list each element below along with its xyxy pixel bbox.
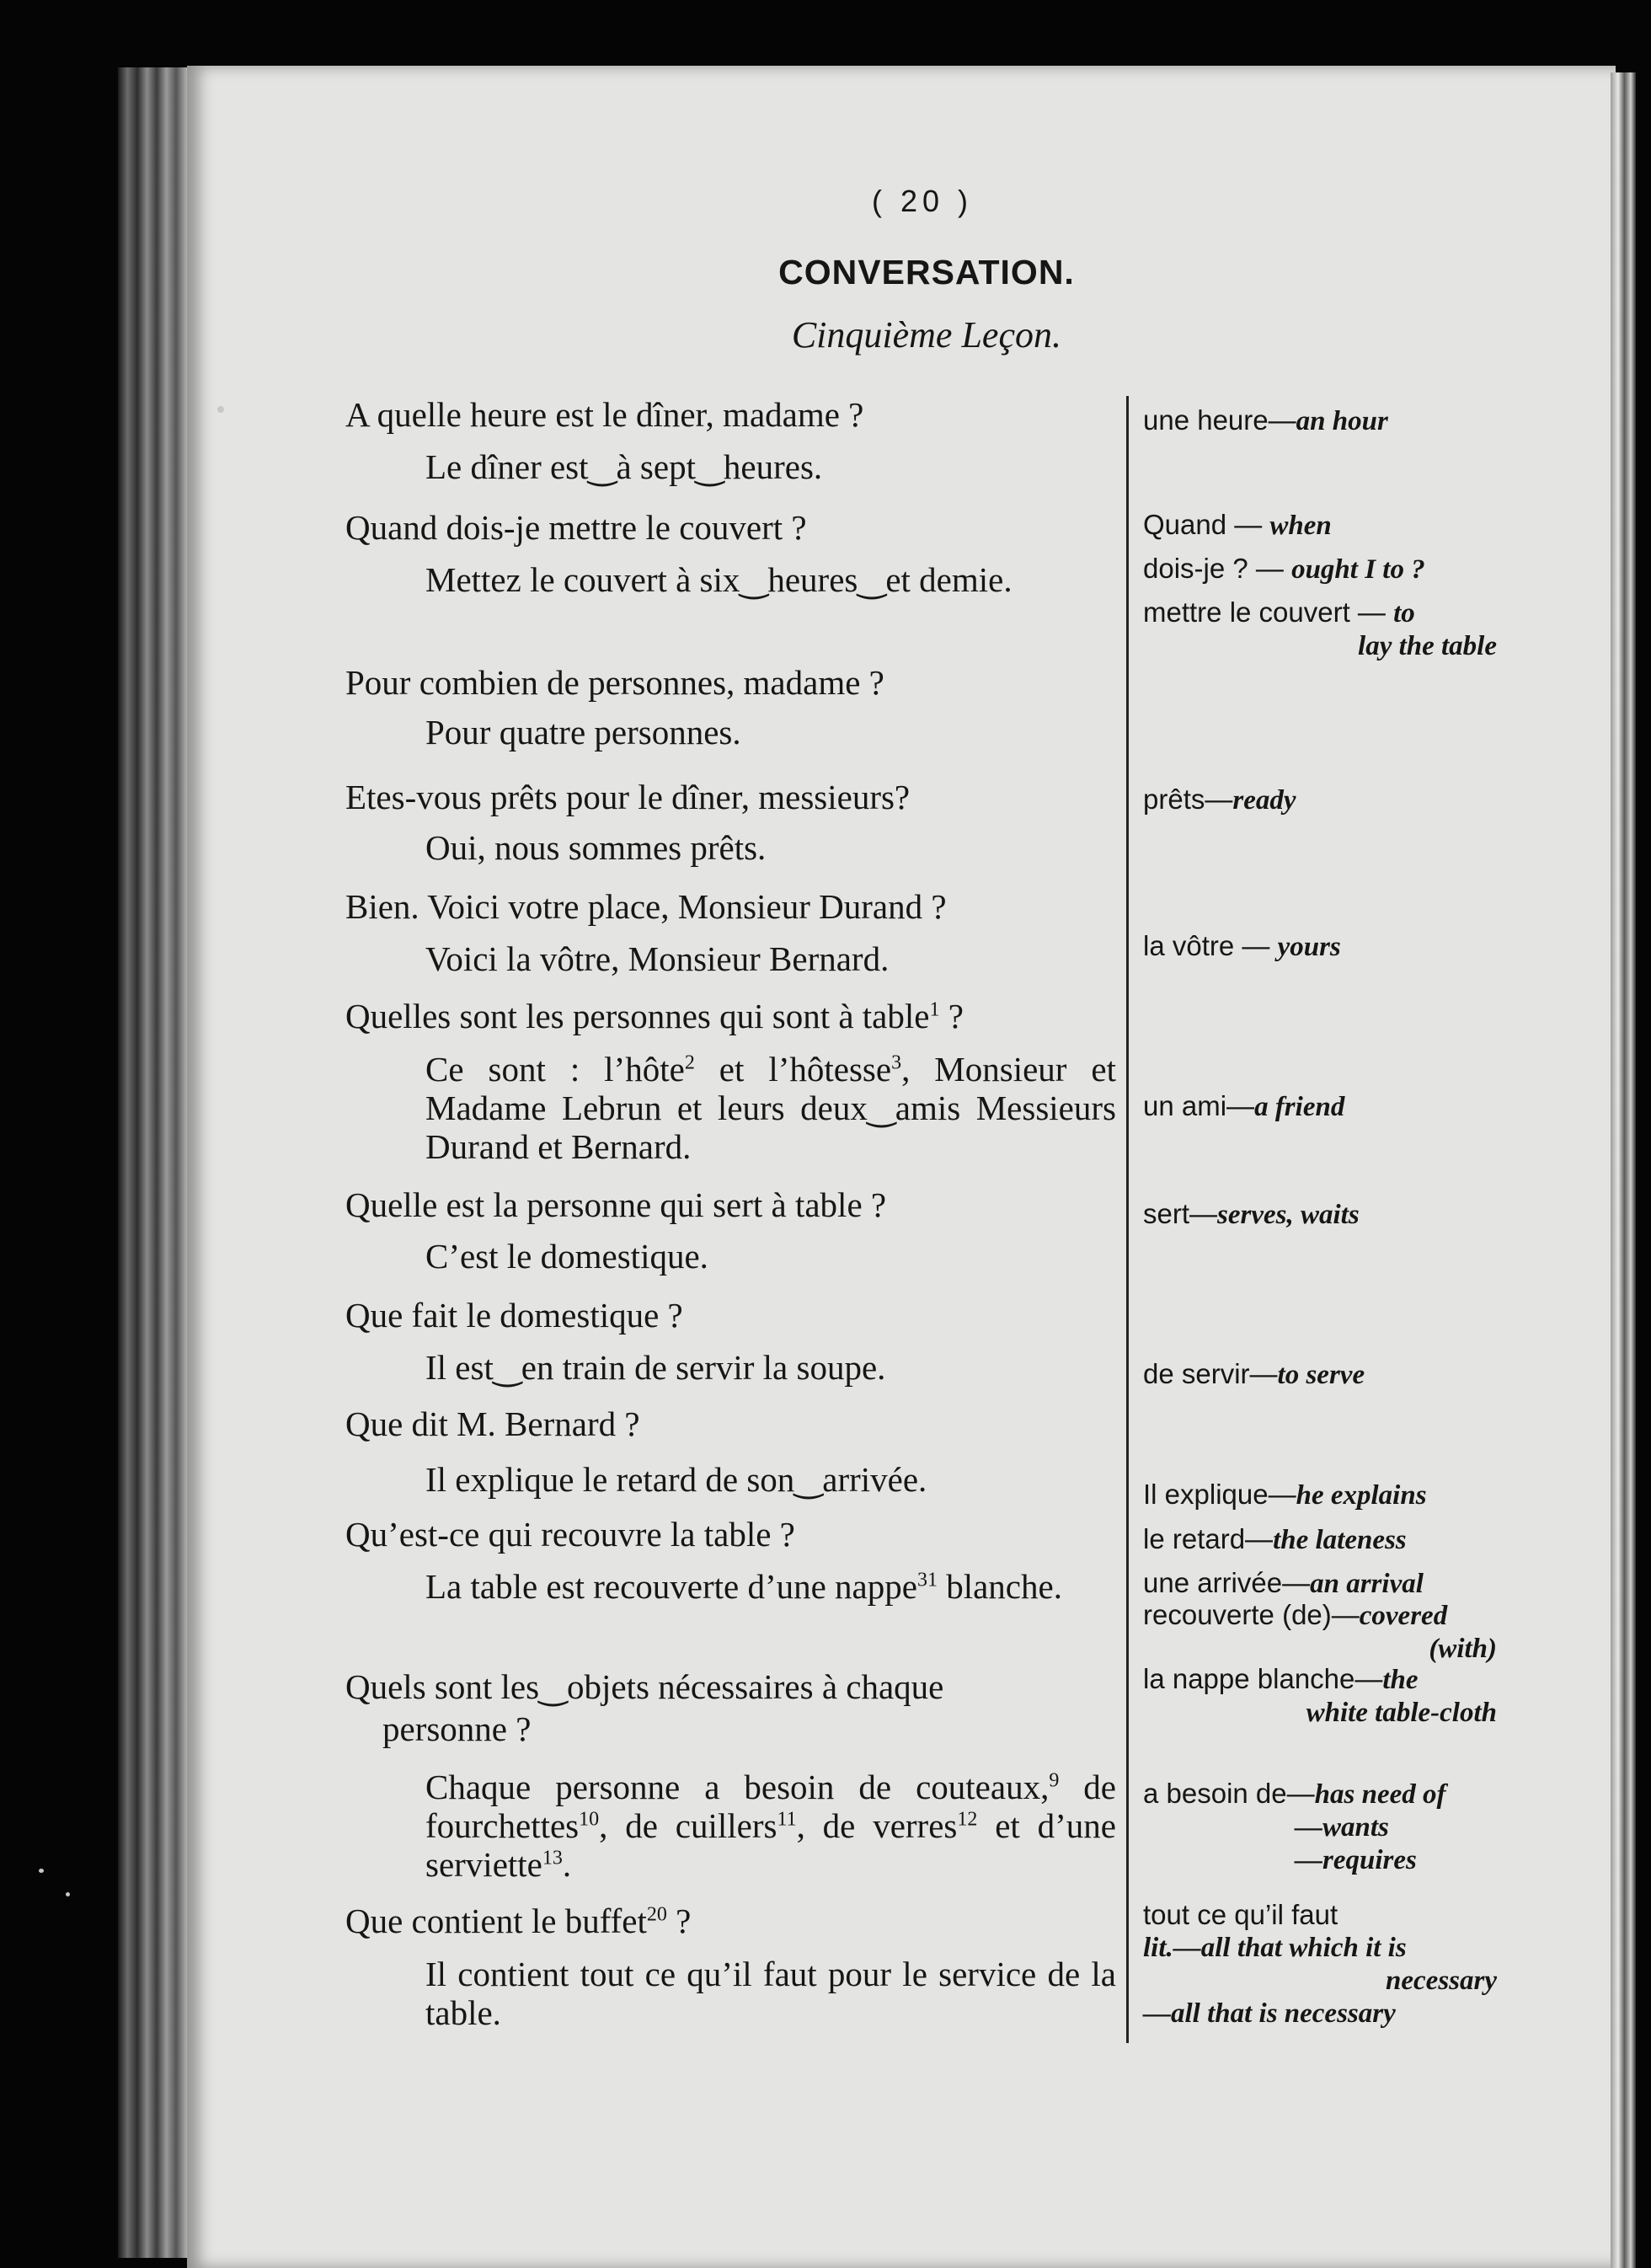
- glossary-term: recouverte (de)—: [1143, 1599, 1360, 1630]
- question: Quand dois-je mettre le couvert ?: [345, 508, 807, 547]
- glossary-entry: [1143, 930, 1497, 963]
- footnote-ref: 11: [777, 1808, 797, 1831]
- glossary-translation: to serve: [1277, 1360, 1365, 1390]
- page-number: ( 20 ): [871, 184, 974, 218]
- page-edge: [1611, 72, 1636, 2268]
- glossary-translation-cont: white table-cloth: [1306, 1698, 1497, 1728]
- question: Que fait le domestique ?: [345, 1296, 683, 1335]
- glossary-translation: lit.—all that which it is: [1143, 1933, 1407, 1963]
- answer-text: blanche.: [937, 1567, 1062, 1606]
- glossary-translation: yours: [1277, 932, 1341, 962]
- footnote-ref: 3: [891, 1051, 902, 1074]
- glossary-term: a besoin de—: [1143, 1778, 1315, 1809]
- glossary-translation: the: [1382, 1665, 1419, 1695]
- scan-speck: [39, 1869, 44, 1873]
- glossary-translation-cont: lay the table: [1358, 631, 1497, 661]
- glossary-entry: [1143, 553, 1497, 586]
- glossary-entry: [1143, 784, 1497, 816]
- glossary-translation: an hour: [1296, 406, 1388, 436]
- answer: Oui, nous sommes prêts.: [425, 828, 767, 867]
- answer: Pour quatre personnes.: [425, 713, 741, 752]
- answer: Il est‿en train de servir la soupe.: [425, 1348, 886, 1387]
- question-continued: personne ?: [382, 1709, 532, 1748]
- footnote-ref: 20: [646, 1903, 667, 1926]
- glossary-entry: [1143, 1663, 1497, 1729]
- glossary-term: sert—: [1143, 1198, 1218, 1229]
- footnote-ref: 10: [579, 1808, 600, 1831]
- footnote-ref: 31: [916, 1569, 938, 1591]
- lesson-subtitle: Cinquième Leçon.: [791, 314, 1061, 356]
- glossary-term: le retard—: [1143, 1523, 1274, 1554]
- glossary-term: la nappe blanche—: [1143, 1663, 1383, 1694]
- answer-text: , de verres: [796, 1806, 958, 1845]
- glossary-translation: an arrival: [1310, 1569, 1424, 1599]
- glossary-term: Il explique—: [1143, 1479, 1296, 1510]
- question: Pour combien de personnes, madame ?: [345, 663, 884, 702]
- glossary-entry: [1143, 1599, 1497, 1665]
- answer: [425, 1567, 1116, 1606]
- glossary-translation: serves, waits: [1217, 1200, 1360, 1230]
- question-text: Quelles sont les personnes qui sont à table: [345, 997, 930, 1035]
- glossary-translation: ready: [1232, 785, 1296, 816]
- answer: [425, 1768, 1116, 1884]
- glossary-translation: he explains: [1296, 1480, 1427, 1511]
- glossary-entry: [1143, 1899, 1497, 2030]
- question-text: Que contient le buffet: [345, 1902, 647, 1940]
- answer: Le dîner est‿à sept‿heures.: [425, 447, 823, 486]
- page-title: CONVERSATION.: [778, 253, 1075, 292]
- footnote-ref: 2: [684, 1051, 695, 1074]
- question: Etes-vous prêts pour le dîner, messieurs?: [345, 778, 911, 816]
- answer-text: La table est recouverte d’une nappe: [425, 1567, 917, 1606]
- glossary-term: mettre le couvert —: [1143, 596, 1394, 628]
- glossary-entry: [1143, 1479, 1497, 1511]
- answer: Voici la vôtre, Monsieur Bernard.: [425, 939, 890, 978]
- glossary-translation: to: [1393, 598, 1415, 629]
- glossary-translation: covered: [1359, 1601, 1448, 1631]
- glossary-entry: [1143, 596, 1497, 662]
- glossary-term: Quand —: [1143, 509, 1270, 540]
- question: Que dit M. Bernard ?: [345, 1404, 640, 1443]
- glossary-entry: [1143, 1567, 1497, 1600]
- glossary-term: prêts—: [1143, 784, 1233, 815]
- question: Bien. Voici votre place, Monsieur Durand ?: [345, 887, 947, 926]
- glossary-term: une arrivée—: [1143, 1567, 1311, 1598]
- answer: Mettez le couvert à six‿heures‿et demie.: [425, 560, 1013, 599]
- glossary-translation-cont: (with): [1429, 1634, 1497, 1664]
- glossary-term: une heure—: [1143, 404, 1296, 436]
- glossary-term: la vôtre —: [1143, 930, 1278, 961]
- glossary-translation: has need of: [1314, 1779, 1446, 1810]
- footnote-ref: 9: [1049, 1769, 1060, 1792]
- answer-text: Chaque personne a besoin de couteaux,: [425, 1768, 1050, 1806]
- answer-text: de fourchettes: [425, 1768, 1117, 1845]
- glossary-entry: [1143, 404, 1497, 437]
- question: Quelle est la personne qui sert à table ?: [345, 1185, 887, 1224]
- glossary-translation: when: [1269, 511, 1332, 541]
- scan-speck: [66, 1892, 70, 1896]
- glossary-term: de servir—: [1143, 1358, 1278, 1389]
- glossary-term: tout ce qu’il faut: [1143, 1899, 1338, 1930]
- answer: [425, 1050, 1116, 1166]
- answer-text: et l’hôtesse: [694, 1050, 892, 1089]
- question: [345, 1901, 1120, 1941]
- glossary-translation-cont: —wants: [1295, 1812, 1389, 1843]
- glossary-term: un ami—: [1143, 1090, 1255, 1121]
- glossary-translation: ought I to ?: [1291, 554, 1425, 585]
- answer: C’est le domestique.: [425, 1237, 708, 1276]
- glossary-term: dois-je ? —: [1143, 553, 1292, 584]
- question: [345, 996, 1120, 1036]
- glossary-translation: the lateness: [1273, 1525, 1407, 1555]
- answer-text: , de cuillers: [599, 1806, 777, 1845]
- answer-text: .: [562, 1845, 572, 1884]
- footnote-ref: 1: [929, 998, 940, 1021]
- glossary-entry: [1143, 1090, 1497, 1123]
- answer-text: Ce sont : l’hôte: [425, 1050, 685, 1089]
- answer: Il explique le retard de son‿arrivée.: [425, 1460, 927, 1499]
- question: Quels sont les‿objets nécessaires à chaque: [345, 1667, 944, 1706]
- question: A quelle heure est le dîner, madame ?: [345, 395, 864, 434]
- footnote-ref: 12: [957, 1808, 978, 1831]
- answer-text: et d’une serviette: [425, 1806, 1116, 1884]
- footnote-ref: 13: [542, 1847, 563, 1869]
- glossary-entry: [1143, 509, 1497, 542]
- glossary-translation: a friend: [1254, 1092, 1345, 1122]
- answer: Il contient tout ce qu’il faut pour le service de la table.: [425, 1955, 1116, 2032]
- glossary-entry: [1143, 1778, 1497, 1876]
- question-end: ?: [666, 1902, 692, 1940]
- glossary-entry: [1143, 1358, 1497, 1391]
- glossary-translation-cont: —all that is necessary: [1143, 1998, 1396, 2029]
- glossary-entry: [1143, 1523, 1497, 1556]
- glossary-translation-cont: —requires: [1295, 1845, 1417, 1875]
- question-end: ?: [939, 997, 964, 1035]
- question: Qu’est-ce qui recouvre la table ?: [345, 1515, 795, 1554]
- column-divider: [1126, 396, 1129, 2043]
- scan-speck: [217, 406, 224, 413]
- answer-text: , Monsieur et Madame Lebrun et leurs deux‿amis Messieurs Durand et Bernard.: [425, 1050, 1116, 1166]
- glossary-entry: [1143, 1198, 1497, 1231]
- glossary-translation-cont: necessary: [1386, 1966, 1497, 1996]
